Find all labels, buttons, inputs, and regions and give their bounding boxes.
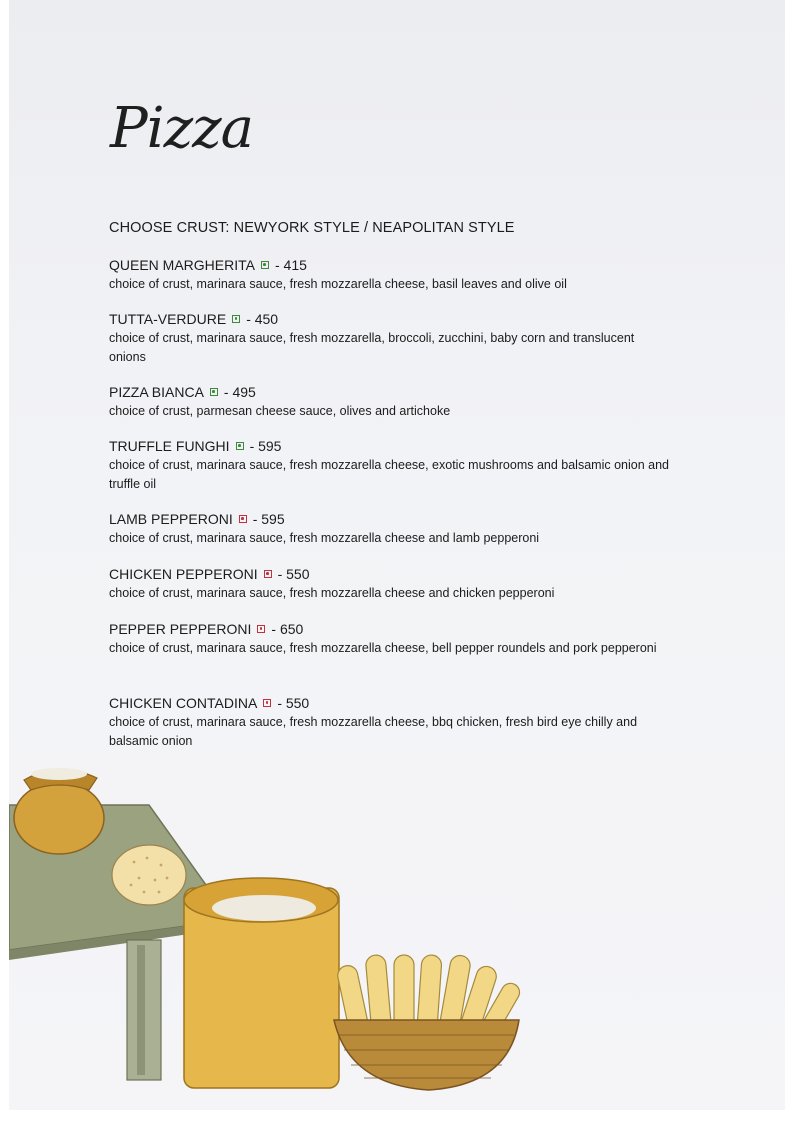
page-title: Pizza bbox=[110, 96, 253, 161]
item-name: CHICKEN PEPPERONI bbox=[109, 566, 258, 582]
item-name: TUTTA-VERDURE bbox=[109, 311, 227, 327]
item-description: choice of crust, marinara sauce, fresh mozzarella cheese, basil leaves and olive oil bbox=[109, 277, 567, 291]
menu-item-pizza-bianca bbox=[109, 384, 669, 421]
veg-marker-icon bbox=[236, 442, 244, 450]
veg-marker-icon bbox=[232, 315, 240, 323]
menu-page bbox=[9, 0, 785, 1110]
menu-item-pepper-pepperoni bbox=[109, 621, 669, 658]
menu-item-chicken-pepperoni bbox=[109, 566, 669, 603]
menu-item-tutta-verdure bbox=[109, 311, 669, 367]
menu-item-lamb-pepperoni bbox=[109, 511, 669, 548]
item-name: CHICKEN CONTADINA bbox=[109, 695, 258, 711]
item-name: TRUFFLE FUNGHI bbox=[109, 438, 230, 454]
nonveg-marker-icon bbox=[239, 515, 247, 523]
item-name: LAMB PEPPERONI bbox=[109, 511, 233, 527]
item-description: choice of crust, marinara sauce, fresh mozzarella cheese and chicken pepperoni bbox=[109, 586, 555, 600]
pizza-dough bbox=[112, 845, 186, 905]
item-price: - 595 bbox=[249, 438, 282, 454]
flour-bin-flour bbox=[212, 895, 316, 921]
item-name: QUEEN MARGHERITA bbox=[109, 257, 255, 273]
item-description: choice of crust, marinara sauce, fresh mozzarella cheese and lamb pepperoni bbox=[109, 531, 540, 545]
item-description: choice of crust, marinara sauce, fresh mozzarella cheese, bell pepper roundels and pork pepperoni bbox=[109, 641, 657, 655]
item-description: choice of crust, marinara sauce, fresh mozzarella cheese, bbq chicken, fresh bird eye chilly and balsamic onion bbox=[109, 715, 638, 748]
item-price: - 550 bbox=[277, 695, 310, 711]
veg-marker-icon bbox=[210, 388, 218, 396]
menu-item-queen-margherita bbox=[109, 257, 669, 294]
item-price: - 450 bbox=[246, 311, 279, 327]
item-price: - 550 bbox=[277, 566, 310, 582]
nonveg-marker-icon bbox=[263, 699, 271, 707]
crust-note: CHOOSE CRUST: NEWYORK STYLE / NEAPOLITAN STYLE bbox=[109, 220, 515, 236]
item-description: choice of crust, parmesan cheese sauce, olives and artichoke bbox=[109, 404, 451, 418]
item-price: - 415 bbox=[274, 257, 307, 273]
nonveg-marker-icon bbox=[264, 570, 272, 578]
item-description: choice of crust, marinara sauce, fresh mozzarella, broccoli, zucchini, baby corn and translucent onions bbox=[109, 331, 635, 364]
item-price: - 495 bbox=[223, 384, 256, 400]
clay-pot-flour bbox=[31, 768, 87, 780]
item-name: PEPPER PEPPERONI bbox=[109, 621, 252, 637]
veg-marker-icon bbox=[261, 261, 269, 269]
clay-pot bbox=[14, 782, 104, 854]
item-price: - 595 bbox=[252, 511, 285, 527]
table-leg-shade bbox=[137, 945, 145, 1075]
item-name: PIZZA BIANCA bbox=[109, 384, 204, 400]
bread-basket bbox=[334, 1020, 519, 1090]
kitchen-illustration bbox=[9, 740, 569, 1110]
menu-item-truffle-funghi bbox=[109, 438, 669, 494]
item-description: choice of crust, marinara sauce, fresh mozzarella cheese, exotic mushrooms and balsamic onion and truffle oil bbox=[109, 458, 669, 491]
item-price: - 650 bbox=[271, 621, 304, 637]
nonveg-marker-icon bbox=[257, 625, 265, 633]
